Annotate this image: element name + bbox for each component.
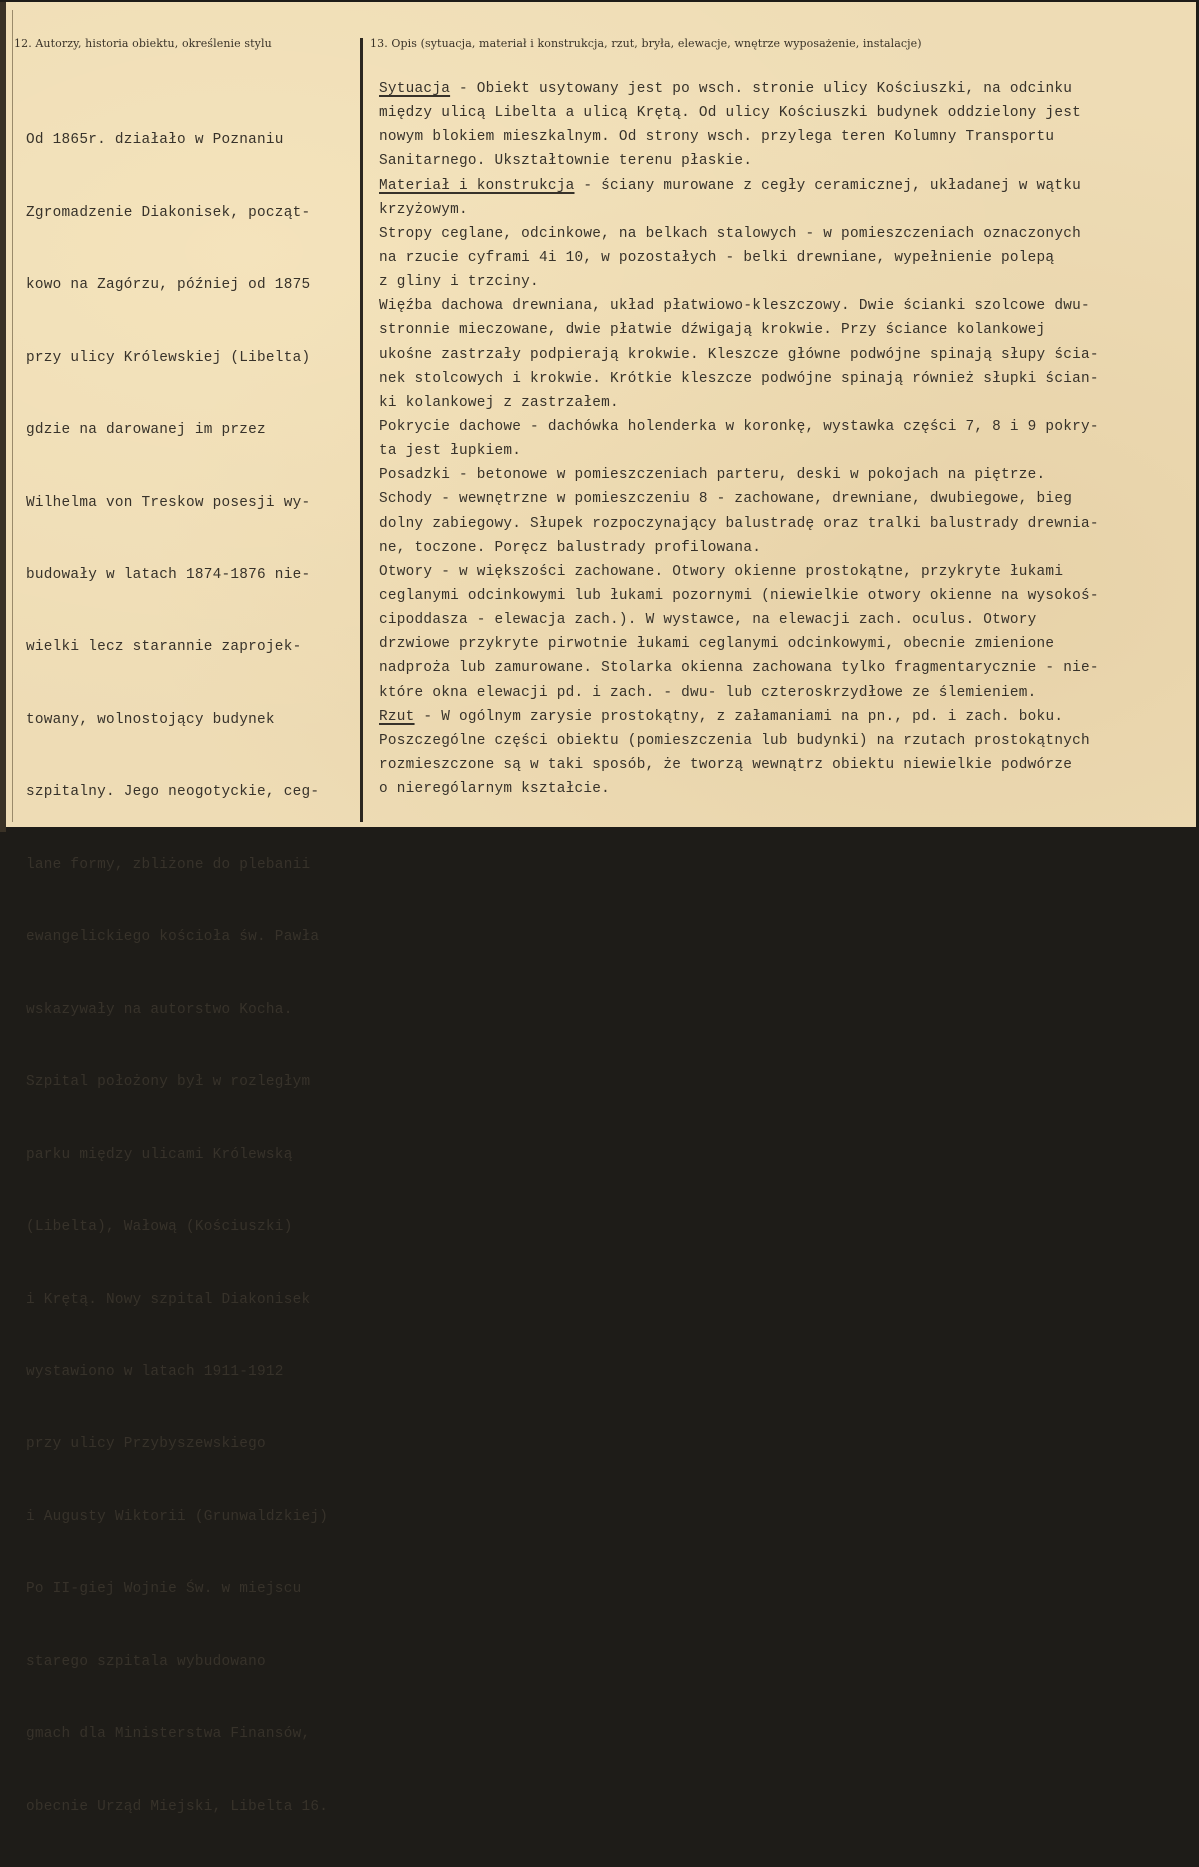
text-line: [379, 367, 1099, 391]
line-text: na rzucie cyframi 4i 10, w pozostałych - belki drewniane, wypełnienie polepą: [379, 249, 1055, 266]
text-line: i Krętą. Nowy szpital Diakonisek: [26, 1291, 311, 1308]
text-line: starego szpitala wybudowano: [26, 1653, 266, 1670]
line-text: - ściany murowane z cegły ceramicznej, układanej w wątku: [574, 177, 1081, 194]
text-line: [379, 512, 1099, 536]
text-line: [379, 343, 1099, 367]
text-line: [379, 656, 1099, 680]
line-text: rozmieszczone są w taki sposób, że tworzą wewnątrz obiektu niewielkie podwórze: [379, 756, 1073, 773]
text-line: [379, 294, 1099, 318]
line-text: dolny zabiegowy. Słupek rozpoczynający balustradę oraz tralki balustrady drewnia-: [379, 515, 1099, 532]
text-line: [379, 174, 1099, 198]
text-line: wystawiono w latach 1911-1912: [26, 1364, 284, 1381]
text-line: lane formy, zbliżone do plebanii: [26, 856, 311, 873]
text-line: [379, 560, 1099, 584]
line-text: Posadzki - betonowe w pomieszczeniach parteru, deski w pokojach na piętrze.: [379, 467, 1046, 484]
text-line: [379, 318, 1099, 342]
text-line: [379, 222, 1099, 246]
text-line: [379, 487, 1099, 511]
line-text: Poszczególne części obiektu (pomieszczenia lub budynki) na rzutach prostokątnych: [379, 732, 1090, 749]
text-line: [379, 125, 1099, 149]
text-line: gdzie na darowanej im przez: [26, 422, 266, 439]
section-heading: Sytuacja: [379, 81, 451, 97]
text-line: [379, 77, 1099, 101]
text-line: przy ulicy Przybyszewskiego: [26, 1436, 266, 1453]
line-text: ceglanymi odcinkowymi lub łukami pozornymi (niewielkie otwory okienne na wysokoś-: [379, 587, 1099, 604]
section-heading: Rzut: [379, 708, 415, 725]
line-text: Stropy ceglane, odcinkowe, na belkach stalowych - w pomieszczeniach oznaczonych: [379, 225, 1081, 242]
text-line: [379, 415, 1099, 439]
text-line: Szpital położony był w rozległym: [26, 1074, 311, 1091]
text-line: Zgromadzenie Diakonisek, począt-: [26, 204, 311, 221]
text-line: obecnie Urząd Miejski, Libelta 16.: [26, 1798, 329, 1815]
text-line: [379, 270, 1099, 294]
text-line: [379, 584, 1099, 608]
line-text: Otwory - w większości zachowane. Otwory okienne prostokątne, przykryte łukami: [379, 563, 1064, 580]
line-text: Schody - wewnętrzne w pomieszczeniu 8 - zachowane, drewniane, dwubiegowe, bieg: [379, 491, 1073, 508]
text-line: i Augusty Wiktorii (Grunwaldzkiej): [26, 1508, 329, 1525]
text-line: towany, wolnostojący budynek: [26, 711, 275, 728]
line-text: nowym blokiem mieszkalnym. Od strony wsch. przylega teren Kolumny Transportu: [379, 129, 1055, 146]
line-text: Pokrycie dachowe - dachówka holenderka w koronkę, wystawka części 7, 8 i 9 pokry-: [379, 418, 1099, 435]
column-divider: [360, 38, 363, 822]
section-13-header: 13. Opis (sytuacja, materiał i konstrukcja, rzut, bryła, elewacje, wnętrze wyposażenie, instalacje): [370, 37, 922, 50]
document-sheet: [0, 2, 1196, 1815]
text-line: [379, 463, 1099, 487]
history-text-column: [26, 80, 328, 1867]
line-text: drzwiowe przykryte pirwotnie łukami ceglanymi odcinkowymi, obecnie zmienione: [379, 636, 1055, 653]
line-text: ta jest łupkiem.: [379, 443, 522, 460]
text-line: kowo na Zagórzu, później od 1875: [26, 277, 311, 294]
line-text: o nierególarnym kształcie.: [379, 781, 611, 798]
text-line: szpitalny. Jego neogotyckie, ceg-: [26, 784, 320, 801]
text-line: [379, 198, 1099, 222]
line-text: ki kolankowej z zastrzałem.: [379, 394, 619, 411]
line-text: nadproża lub zamurowane. Stolarka okienna zachowana tylko fragmentarycznie - nie-: [379, 660, 1099, 677]
line-text: Więźba dachowa drewniana, układ płatwiowo-kleszczowy. Dwie ścianki szolcowe dwu-: [379, 298, 1090, 315]
text-line: [379, 632, 1099, 656]
line-text: - Obiekt usytowany jest po wsch. stronie ulicy Kościuszki, na odcinku: [450, 81, 1073, 97]
text-line: [379, 681, 1099, 705]
text-line: Po II-giej Wojnie Św. w miejscu: [26, 1581, 302, 1598]
line-text: które okna elewacji pd. i zach. - dwu- lub czteroskrzydłowe ze ślemieniem.: [379, 684, 1037, 701]
line-text: stronnie mieczowane, dwie płatwie dźwigają krokwie. Przy ściance kolankowej: [379, 322, 1046, 339]
text-line: Wilhelma von Treskow posesji wy-: [26, 494, 311, 511]
text-line: [379, 391, 1099, 415]
line-text: z gliny i trzciny.: [379, 274, 539, 291]
description-text-column: [379, 77, 1099, 801]
line-text: między ulicą Libelta a ulicą Krętą. Od ulicy Kościuszki budynek oddzielony jest: [379, 105, 1081, 122]
text-line: wskazywały na autorstwo Kocha.: [26, 1001, 293, 1018]
text-line: [379, 777, 1099, 801]
line-text: nek stolcowych i krokwie. Krótkie kleszcze podwójne spinają również słupki ścian-: [379, 370, 1099, 387]
text-line: Od 1865r. działało w Poznaniu: [26, 132, 284, 149]
text-line: budowały w latach 1874-1876 nie-: [26, 567, 311, 584]
text-line: [379, 536, 1099, 560]
text-line: przy ulicy Królewskiej (Libelta): [26, 349, 311, 366]
text-line: [379, 246, 1099, 270]
text-line: [379, 729, 1099, 753]
section-12-header: 12. Autorzy, historia obiektu, określenie stylu: [14, 37, 272, 50]
text-line: parku między ulicami Królewską: [26, 1146, 293, 1163]
line-text: - W ogólnym zarysie prostokątny, z załamaniami na pn., pd. i zach. boku.: [414, 708, 1064, 725]
text-line: [379, 753, 1099, 777]
text-line: ewangelickiego kościoła św. Pawła: [26, 929, 320, 946]
left-margin-rule: [12, 10, 13, 822]
section-heading: Materiał i konstrukcja: [379, 177, 575, 194]
text-line: [379, 439, 1099, 463]
bottom-edge: [6, 827, 1196, 832]
text-line: gmach dla Ministerstwa Finansów,: [26, 1726, 311, 1743]
text-line: [379, 705, 1099, 729]
text-line: [379, 149, 1099, 173]
line-text: Sanitarnego. Ukształtownie terenu płaskie.: [379, 153, 753, 170]
line-text: krzyżowym.: [379, 201, 468, 218]
line-text: ne, toczone. Poręcz balustrady profilowana.: [379, 539, 762, 556]
line-text: ukośne zastrzały podpierają krokwie. Kleszcze główne podwójne spinają słupy ścia-: [379, 346, 1099, 363]
text-line: (Libelta), Wałową (Kościuszki): [26, 1219, 293, 1236]
text-line: wielki lecz starannie zaprojek-: [26, 639, 302, 656]
line-text: cipoddasza - elewacja zach.). W wystawce, na elewacji zach. oculus. Otwory: [379, 612, 1037, 629]
text-line: [379, 101, 1099, 125]
text-line: [379, 608, 1099, 632]
